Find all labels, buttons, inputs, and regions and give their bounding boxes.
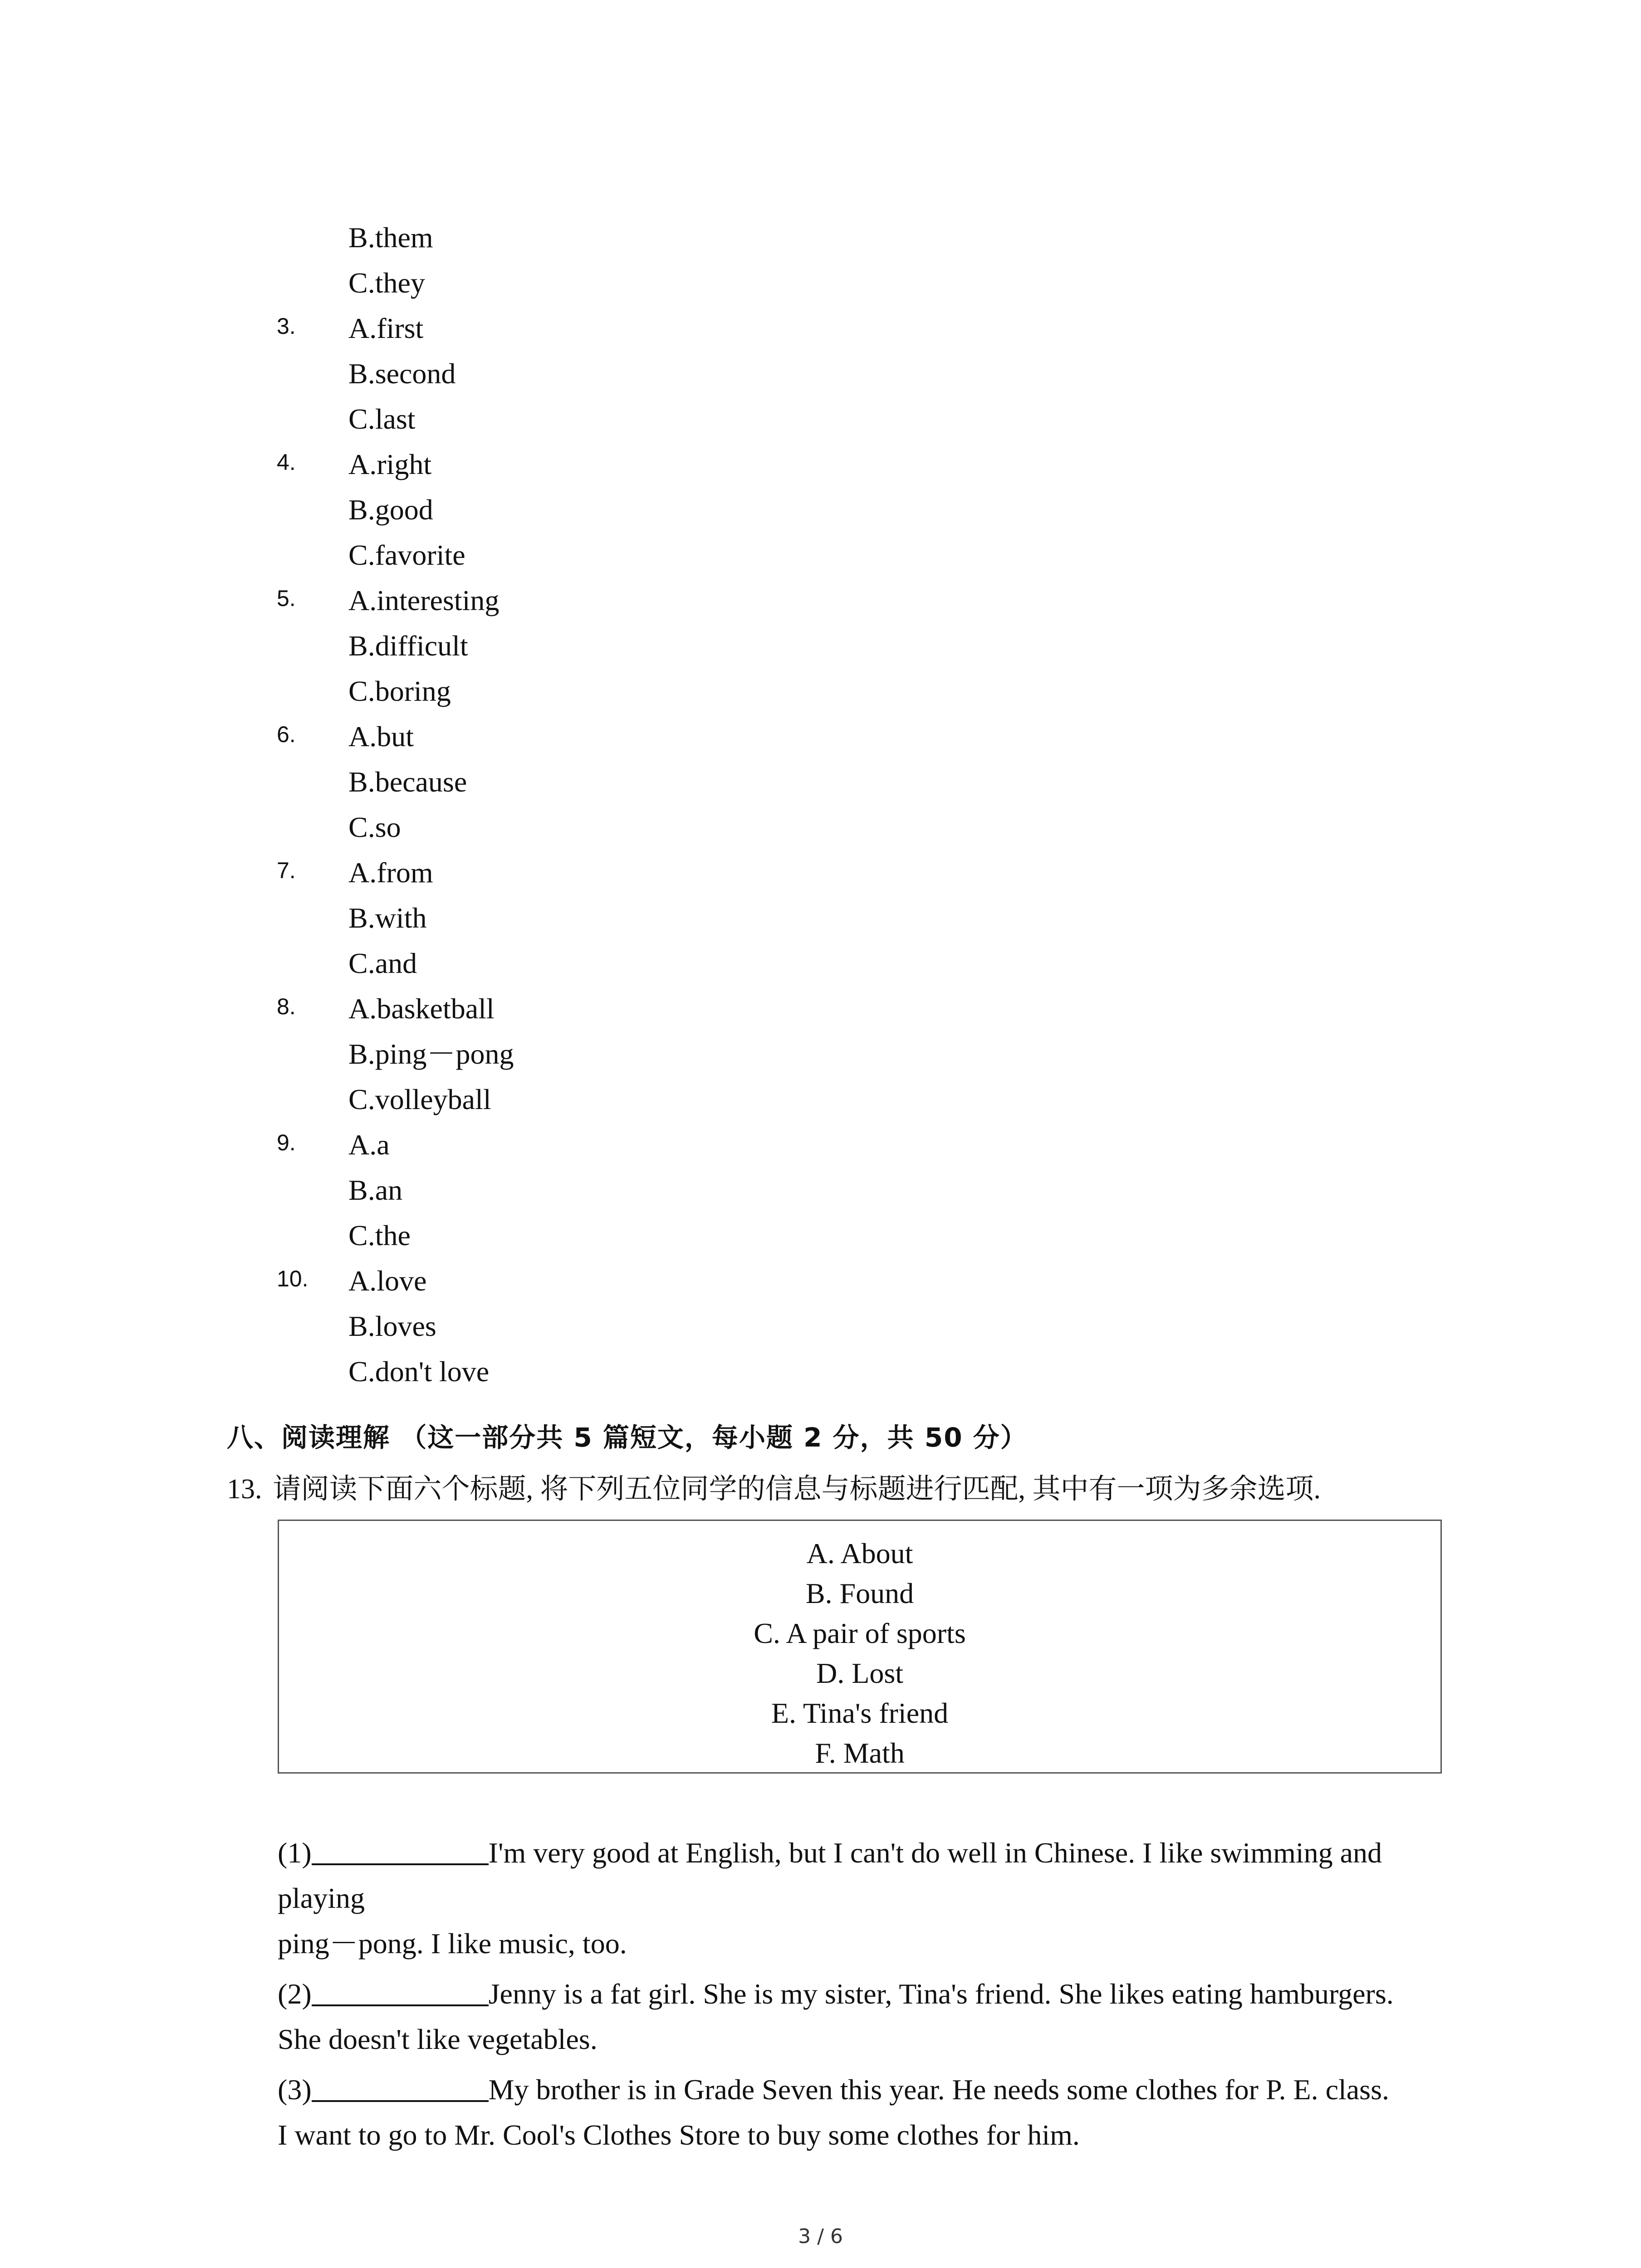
passage-2-line-1 (278, 1971, 1457, 2017)
option-row (0, 1168, 1641, 1213)
question-text: 请阅读下面六个标题, 将下列五位同学的信息与标题进行匹配, 其中有一项为多余选项. (273, 1474, 1321, 1505)
option-text: C.so (348, 811, 401, 843)
option-row (0, 215, 1641, 260)
passage-label: (2) (278, 1978, 312, 2010)
title-option: A. About (806, 1537, 913, 1569)
option-text: C.last (348, 403, 416, 435)
option-row (0, 351, 1641, 396)
option-number: 9. (277, 1130, 296, 1155)
option-row (0, 1077, 1641, 1122)
option-text: B.good (348, 494, 433, 526)
answer-blank[interactable] (312, 1836, 489, 1865)
option-text: A.love (348, 1265, 427, 1297)
option-text: B.second (348, 357, 456, 390)
option-number: 3. (277, 313, 296, 339)
option-text: A.but (348, 720, 414, 753)
option-row (0, 669, 1641, 714)
option-text: C.favorite (348, 539, 465, 571)
question-prompt (227, 1466, 1321, 1506)
option-number: 10. (277, 1266, 309, 1291)
option-row (0, 442, 1641, 487)
option-text: C.and (348, 947, 417, 979)
passage-1-line-1 (278, 1830, 1457, 1876)
passage-text: I'm very good at English, but I can't do well in Chinese. I like swimming and (488, 1837, 1382, 1869)
option-text: A.basketball (348, 992, 495, 1025)
option-number: 4. (277, 450, 296, 475)
option-row (0, 986, 1641, 1031)
answer-blank[interactable] (312, 1977, 489, 2006)
option-text: A.interesting (348, 584, 500, 616)
option-text: A.first (348, 312, 424, 344)
title-option: C. A pair of sports (754, 1617, 966, 1649)
passage-2-line-2: She doesn't like vegetables. (278, 2023, 598, 2055)
option-text: B.loves (348, 1310, 436, 1342)
option-row (0, 1122, 1641, 1168)
option-row (0, 578, 1641, 623)
passage-label: (1) (278, 1837, 312, 1869)
option-text: C.volleyball (348, 1083, 491, 1115)
titles-box (278, 1520, 1442, 1774)
option-row (0, 1213, 1641, 1258)
option-text: A.from (348, 856, 433, 889)
option-text: B.an (348, 1174, 403, 1206)
section-heading: 八、阅读理解 （这一部分共 5 篇短文，每小题 2 分，共 50 分） (227, 1422, 1028, 1453)
option-text: B.ping－pong (348, 1038, 514, 1070)
option-text: C.don't love (348, 1355, 490, 1388)
option-row (0, 941, 1641, 986)
option-text: B.with (348, 902, 427, 934)
option-row (0, 1031, 1641, 1077)
option-number: 6. (277, 722, 296, 747)
option-number: 7. (277, 858, 296, 883)
option-row (0, 533, 1641, 578)
option-row (0, 1304, 1641, 1349)
passage-3-line-1 (278, 2067, 1457, 2112)
passage-1-line-2: playing (278, 1882, 365, 1914)
passage-text: My brother is in Grade Seven this year. He needs some clothes for P. E. class. (488, 2073, 1389, 2106)
option-row (0, 850, 1641, 895)
option-row (0, 396, 1641, 442)
title-option: E. Tina's friend (771, 1697, 949, 1729)
option-row (0, 487, 1641, 533)
option-text: C.the (348, 1219, 411, 1251)
option-text: C.they (348, 267, 425, 299)
question-number: 13. (227, 1474, 262, 1505)
option-row (0, 805, 1641, 850)
passage-1-line-3: ping－pong. I like music, too. (278, 1927, 627, 1960)
option-text: B.them (348, 221, 433, 254)
title-option: F. Math (815, 1737, 905, 1769)
option-text: A.a (348, 1129, 390, 1161)
option-number: 5. (277, 586, 296, 611)
option-text: C.boring (348, 675, 451, 707)
passage-text: Jenny is a fat girl. She is my sister, Tina's friend. She likes eating hamburgers. (488, 1978, 1394, 2010)
page-number: 3 / 6 (798, 2225, 843, 2248)
option-row (0, 1349, 1641, 1394)
title-option: B. Found (805, 1577, 914, 1609)
passage-label: (3) (278, 2073, 312, 2106)
option-row (0, 623, 1641, 669)
answer-blank[interactable] (312, 2073, 489, 2102)
option-row (0, 759, 1641, 805)
option-row (0, 1258, 1641, 1304)
passage-3-line-2: I want to go to Mr. Cool's Clothes Store to buy some clothes for him. (278, 2119, 1080, 2151)
option-number: 8. (277, 994, 296, 1019)
option-row (0, 260, 1641, 306)
option-text: B.difficult (348, 630, 468, 662)
option-text: B.because (348, 766, 467, 798)
title-option: D. Lost (816, 1657, 903, 1689)
option-row (0, 714, 1641, 759)
option-row (0, 306, 1641, 351)
option-row (0, 895, 1641, 941)
option-text: A.right (348, 448, 432, 480)
